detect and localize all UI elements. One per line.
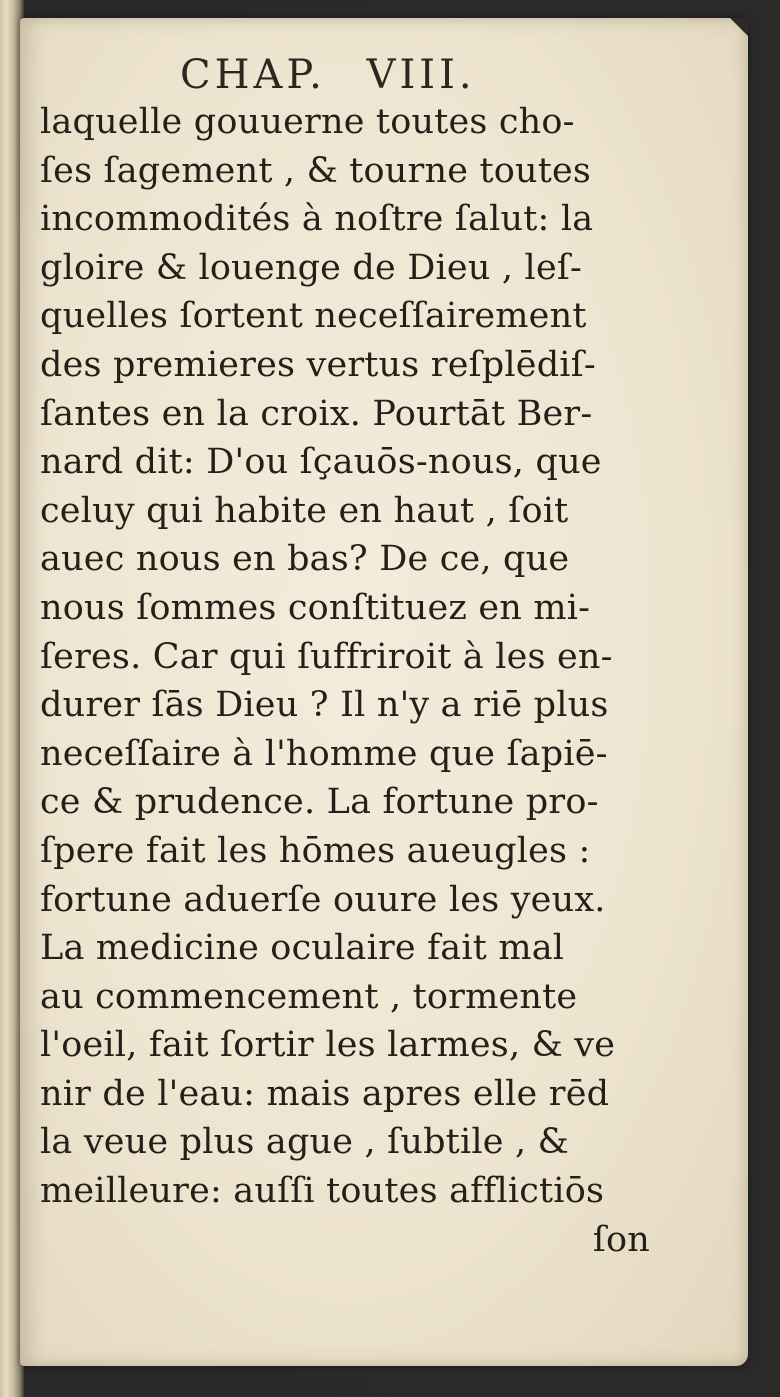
text-line: l'oeil, fait ſortir les larmes, & ve xyxy=(40,1025,616,1066)
text-line: nard dit: D'ou ſçauōs-nous, que xyxy=(40,442,602,483)
text-line: ſantes en la croix. Pourtāt Ber- xyxy=(40,393,593,434)
text-line: au commencement , tormente xyxy=(40,976,578,1017)
text-line: ſes ſagement , & tourne toutes xyxy=(40,150,592,191)
text-line: fortune aduerſe ouure les yeux. xyxy=(40,879,606,920)
running-head: CHAP. VIII. xyxy=(180,52,476,98)
text-line: celuy qui habite en haut , ſoit xyxy=(40,490,569,531)
text-line: durer ſās Dieu ? Il n'y a riē plus xyxy=(40,685,609,726)
text-line: incommodités à noſtre ſalut: la xyxy=(40,199,594,240)
text-line: nir de l'eau: mais apres elle rēd xyxy=(40,1073,610,1114)
text-line: la veue plus ague , ſubtile , & xyxy=(40,1122,569,1163)
body-text xyxy=(40,98,670,1264)
text-line: quelles ſortent neceſſairement xyxy=(40,296,587,337)
text-line: ce & prudence. La fortune pro- xyxy=(40,782,599,823)
text-line: gloire & louenge de Dieu , leſ- xyxy=(40,247,583,288)
text-line: meilleure: auſſi toutes afflictiōs xyxy=(40,1171,605,1212)
text-line: nous ſommes conſtituez en mi- xyxy=(40,587,591,628)
catchword: ſon xyxy=(592,1219,650,1260)
text-line: auec nous en bas? De ce, que xyxy=(40,539,570,580)
text-line: La medicine oculaire fait mal xyxy=(40,928,565,969)
text-line: laquelle gouuerne toutes cho- xyxy=(40,102,575,142)
text-line: ſpere fait les hōmes aueugles : xyxy=(40,830,591,871)
text-line: neceſſaire à l'homme que ſapiē- xyxy=(40,733,608,774)
text-line: ſeres. Car qui ſuffriroit à les en- xyxy=(40,636,613,677)
page-corner-tear xyxy=(730,18,748,36)
text-line: des premieres vertus reſplēdiſ- xyxy=(40,344,596,385)
